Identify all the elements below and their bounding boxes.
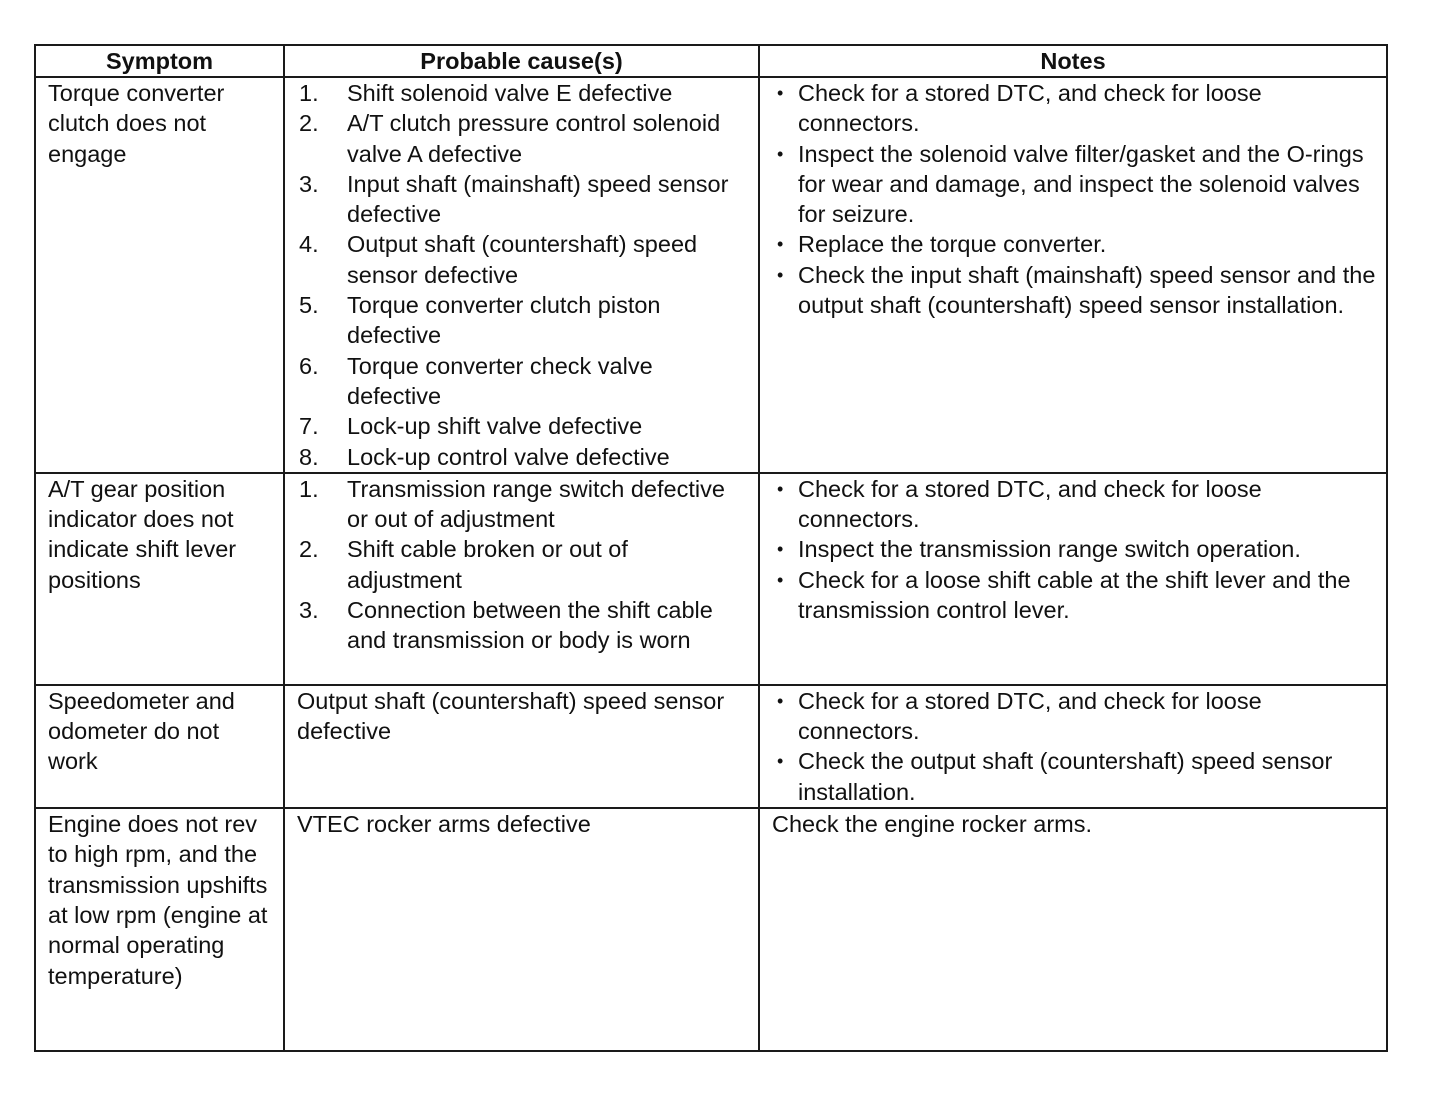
cause-number: 5.	[299, 292, 319, 319]
table-row	[35, 77, 1387, 473]
cause-item	[297, 534, 748, 595]
note-item: • Inspect the transmission range switch operation.	[772, 534, 1376, 564]
note-item: • Check for a stored DTC, and check for loose connectors.	[772, 78, 1376, 139]
note-item: • Check the output shaft (countershaft) speed sensor installation.	[772, 746, 1376, 807]
cause-cell: Output shaft (countershaft) speed sensor defective	[284, 685, 759, 808]
notes-cell	[759, 77, 1387, 473]
cause-text: Transmission range switch defective or out of adjustment	[347, 475, 725, 533]
note-item: • Check for a stored DTC, and check for loose connectors.	[772, 474, 1376, 535]
troubleshooting-table	[34, 44, 1388, 1052]
symptom-cell: Torque converter clutch does not engage	[35, 77, 284, 473]
cause-list	[297, 474, 748, 656]
note-item: • Check for a loose shift cable at the shift lever and the transmission control lever.	[772, 565, 1376, 626]
cause-number: 6.	[299, 352, 319, 379]
cause-item	[297, 474, 748, 535]
cause-item	[297, 108, 748, 169]
cause-item	[297, 351, 748, 412]
table-row	[35, 685, 1387, 808]
note-item: • Check the input shaft (mainshaft) speed sensor and the output shaft (countershaft) speed sensor installation.	[772, 260, 1376, 321]
cause-text: Shift cable broken or out of adjustment	[347, 536, 628, 593]
cause-item	[297, 442, 748, 472]
cause-text: Output shaft (countershaft) speed sensor defective	[347, 231, 698, 288]
cause-text: Input shaft (mainshaft) speed sensor defective	[347, 170, 729, 228]
probable-cause-header: Probable cause(s)	[284, 45, 759, 77]
note-item: • Inspect the solenoid valve filter/gasket and the O-rings for wear and damage, and inspect the solenoid valves for seizure.	[772, 139, 1376, 230]
table-row	[35, 473, 1387, 685]
notes-cell	[759, 685, 1387, 808]
notes-list	[772, 686, 1376, 807]
note-item: • Replace the torque converter.	[772, 229, 1376, 259]
cause-number: 2.	[299, 536, 319, 563]
cause-number: 8.	[299, 443, 319, 470]
cause-item	[297, 229, 748, 290]
cause-text: Torque converter clutch piston defective	[347, 292, 661, 349]
header-row	[35, 45, 1387, 77]
cause-text: Shift solenoid valve E defective	[347, 80, 673, 106]
cause-cell	[284, 473, 759, 685]
cause-item	[297, 169, 748, 230]
cause-item	[297, 595, 748, 656]
cause-text: Lock-up control valve defective	[347, 443, 670, 470]
cause-number: 7.	[299, 413, 319, 440]
cause-item	[297, 78, 748, 108]
cause-item	[297, 411, 748, 441]
cause-item	[297, 290, 748, 351]
symptom-cell: Engine does not rev to high rpm, and the transmission upshifts at low rpm (engine at normal operating temperature)	[35, 808, 284, 1051]
notes-list	[772, 474, 1376, 625]
cause-cell	[284, 77, 759, 473]
note-item: • Check for a stored DTC, and check for loose connectors.	[772, 686, 1376, 747]
cause-text: A/T clutch pressure control solenoid valve A defective	[347, 110, 721, 167]
cause-text: Connection between the shift cable and transmission or body is worn	[347, 597, 713, 654]
cause-number: 1.	[299, 80, 319, 106]
symptom-cell: Speedometer and odometer do not work	[35, 685, 284, 808]
notes-header: Notes	[759, 45, 1387, 77]
cause-number: 3.	[299, 170, 319, 197]
symptom-header: Symptom	[35, 45, 284, 77]
notes-cell	[759, 473, 1387, 685]
cause-cell: VTEC rocker arms defective	[284, 808, 759, 1051]
notes-list	[772, 78, 1376, 320]
cause-number: 2.	[299, 110, 319, 137]
cause-list	[297, 78, 748, 472]
table-row	[35, 808, 1387, 1051]
cause-text: Lock-up shift valve defective	[347, 413, 643, 440]
cause-text: Torque converter check valve defective	[347, 352, 653, 409]
cause-number: 4.	[299, 231, 319, 258]
notes-cell: Check the engine rocker arms.	[759, 808, 1387, 1051]
cause-number: 1.	[299, 475, 319, 502]
symptom-cell: A/T gear position indicator does not indicate shift lever positions	[35, 473, 284, 685]
cause-number: 3.	[299, 597, 319, 624]
